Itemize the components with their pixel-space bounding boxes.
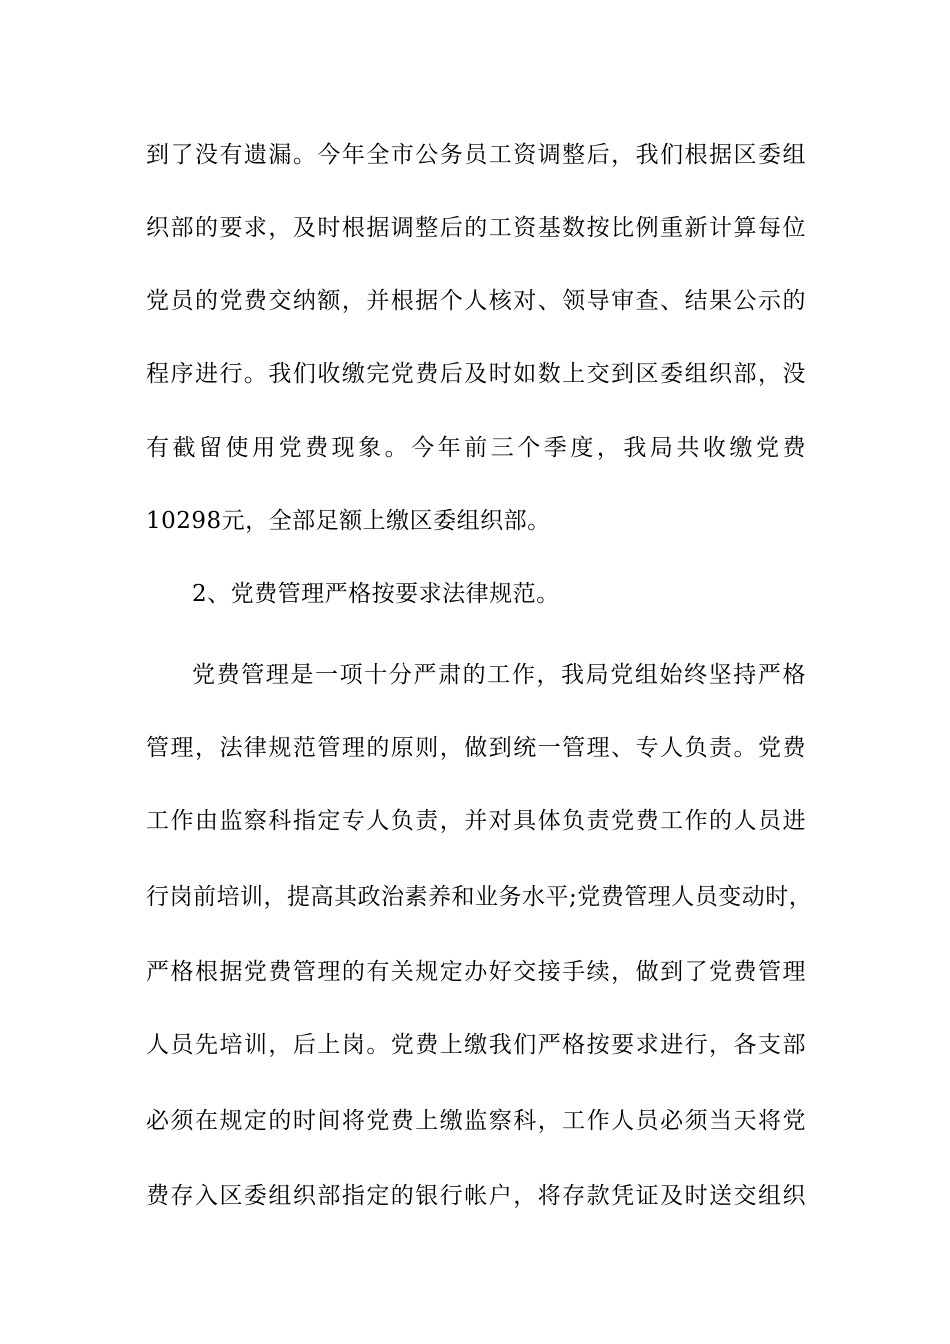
text-line: 有截留使用党费现象。今年前三个季度，我局共收缴党费 <box>146 435 806 461</box>
text-line: 行岗前培训，提高其政治素养和业务水平;党费管理人员变动时， <box>146 884 813 910</box>
text-line: 费存入区委组织部指定的银行帐户，将存款凭证及时送交组织 <box>146 1183 806 1209</box>
text-line: 织部的要求，及时根据调整后的工资基数按比例重新计算每位 <box>146 215 806 241</box>
text-line: 到了没有遗漏。今年全市公务员工资调整后，我们根据区委组 <box>146 142 806 168</box>
text-line: 必须在规定的时间将党费上缴监察科，工作人员必须当天将党 <box>146 1108 806 1134</box>
text-line: 程序进行。我们收缴完党费后及时如数上交到区委组织部，没 <box>146 361 806 387</box>
text-line: 人员先培训，后上岗。党费上缴我们严格按要求进行，各支部 <box>146 1032 806 1058</box>
text-line: 党费管理是一项十分严肃的工作，我局党组始终坚持严格 <box>192 662 806 688</box>
text-line: 工作由监察科指定专人负责，并对具体负责党费工作的人员进 <box>146 808 806 834</box>
text-line: 党员的党费交纳额，并根据个人核对、领导审查、结果公示的 <box>146 288 806 314</box>
text-line: 10298元，全部足额上缴区委组织部。 <box>146 508 551 534</box>
text-line: 严格根据党费管理的有关规定办好交接手续，做到了党费管理 <box>146 959 806 985</box>
section-heading: 2、党费管理严格按要求法律规范。 <box>192 581 560 607</box>
text-line: 管理，法律规范管理的原则，做到统一管理、专人负责。党费 <box>146 735 806 761</box>
